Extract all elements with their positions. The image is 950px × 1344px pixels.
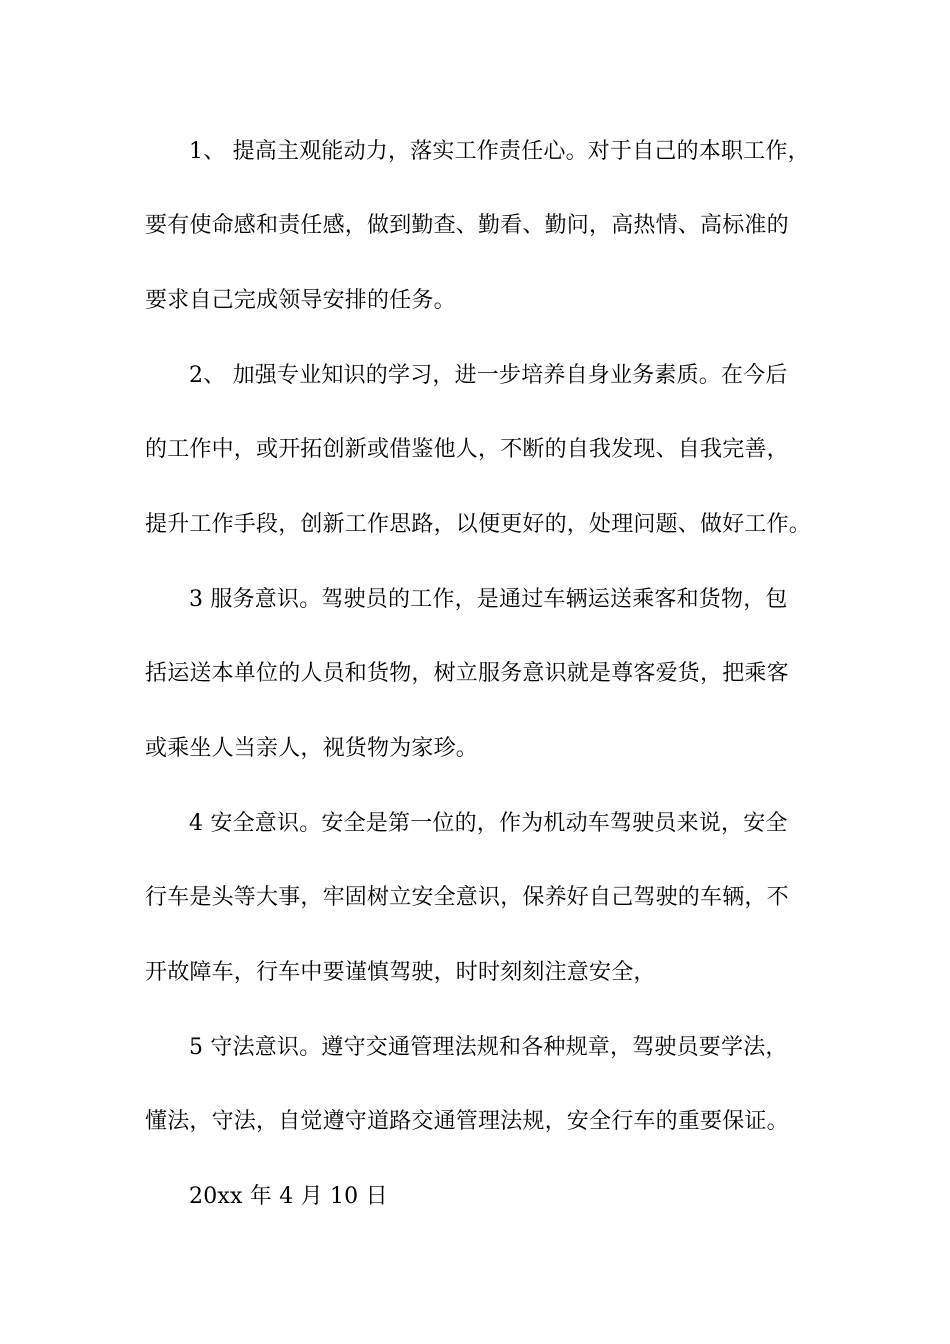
- paragraph-1-line-2: 要有使命感和责任感，做到勤查、勤看、勤问，高热情、高标准的: [145, 213, 789, 238]
- paragraph-4-line-3: 开故障车，行车中要谨慎驾驶，时时刻刻注意安全，: [145, 960, 656, 985]
- paragraph-4-line-2: 行车是头等大事，牢固树立安全意识，保养好自己驾驶的车辆，不: [145, 885, 789, 910]
- paragraph-5-line-2: 懂法，守法，自觉遵守道路交通管理法规，安全行车的重要保证。: [145, 1109, 789, 1134]
- paragraph-2-line-1: 2、 加强专业知识的学习，进一步培养自身业务素质。在今后: [189, 363, 788, 388]
- paragraph-3-line-1: 3 服务意识。驾驶员的工作，是通过车辆运送乘客和货物，包: [189, 587, 788, 612]
- paragraph-4-line-1: 4 安全意识。安全是第一位的，作为机动车驾驶员来说，安全: [189, 811, 788, 836]
- document-date: 20xx 年 4 月 10 日: [189, 1184, 388, 1209]
- paragraph-5-line-1: 5 守法意识。遵守交通管理法规和各种规章，驾驶员要学法，: [189, 1035, 788, 1060]
- paragraph-3-line-3: 或乘坐人当亲人，视货物为家珍。: [145, 736, 479, 761]
- paragraph-3-line-2: 括运送本单位的人员和货物，树立服务意识就是尊客爱货，把乘客: [145, 661, 789, 686]
- paragraph-1-line-1: 1、 提高主观能动力，落实工作责任心。对于自己的本职工作，: [189, 139, 810, 164]
- paragraph-1-line-3: 要求自己完成领导安排的任务。: [145, 288, 456, 313]
- paragraph-2-line-2: 的工作中，或开拓创新或借鉴他人，不断的自我发现、自我完善，: [145, 437, 789, 462]
- paragraph-2-line-3: 提升工作手段，创新工作思路，以便更好的，处理问题、做好工作。: [145, 512, 812, 537]
